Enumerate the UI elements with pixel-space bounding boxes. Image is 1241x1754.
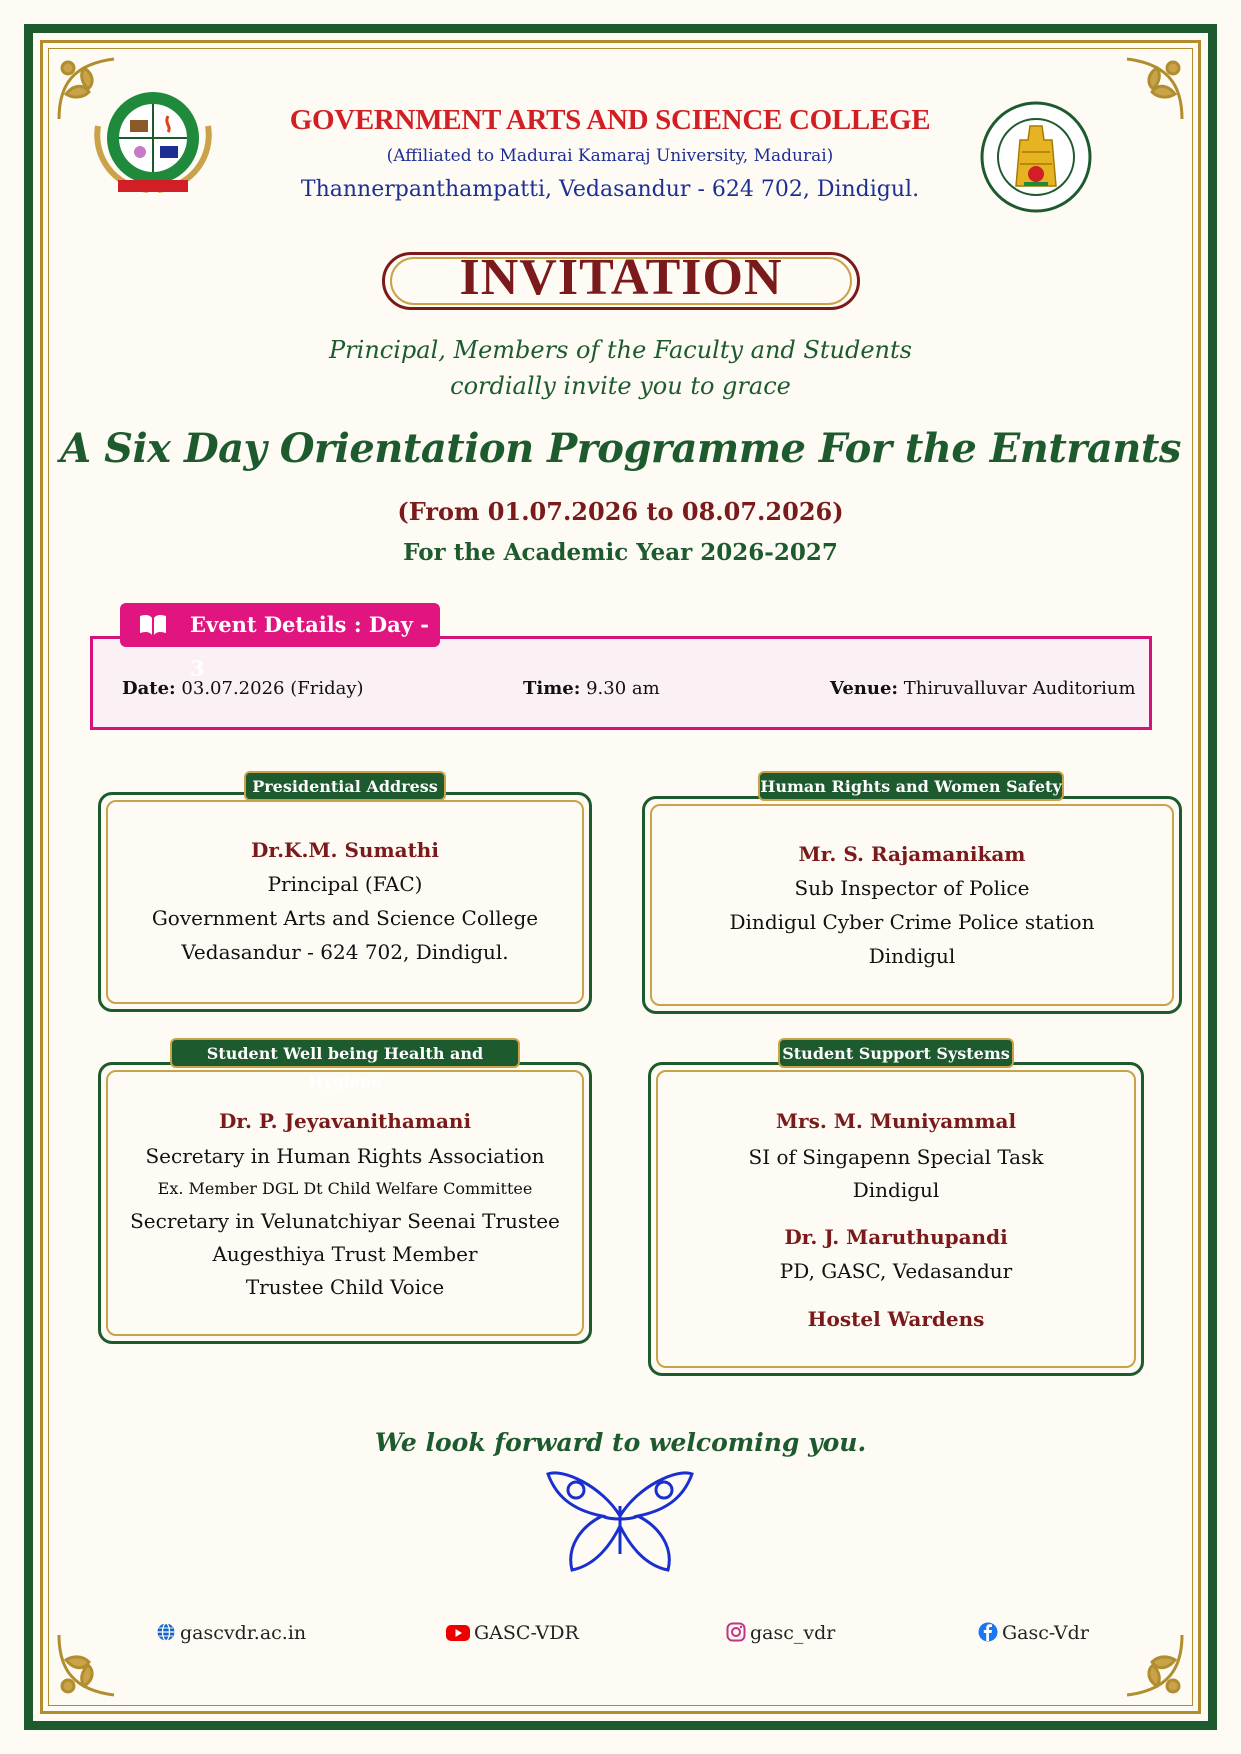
- instagram-icon: [726, 1622, 746, 1642]
- event-time-value: 9.30 am: [586, 678, 660, 699]
- college-address: Thannerpanthampatti, Vedasandur - 624 702, Dindigul.: [300, 177, 920, 202]
- youtube-icon: [446, 1624, 470, 1642]
- facebook-label: Gasc-Vdr: [1002, 1622, 1089, 1644]
- wellbeing-line-2: Ex. Member DGL Dt Child Welfare Committee: [157, 1179, 533, 1198]
- corner-ornament-icon: [1117, 1630, 1187, 1700]
- facebook-link[interactable]: [978, 1622, 1089, 1644]
- invitation-heading: INVITATION: [459, 249, 783, 306]
- wellbeing-line-3: Secretary in Velunatchiyar Seenai Trustee: [130, 1209, 560, 1233]
- support-tag: Student Support Systems: [778, 1038, 1014, 1068]
- human-rights-line-1: Sub Inspector of Police: [794, 876, 1030, 900]
- instagram-link[interactable]: [726, 1622, 835, 1644]
- wellbeing-content: [110, 1109, 580, 1308]
- presidential-name: Dr.K.M. Sumathi: [251, 838, 439, 862]
- event-time-label: Time:: [523, 678, 581, 699]
- presidential-line-1: Principal (FAC): [267, 872, 423, 896]
- globe-icon: [156, 1622, 176, 1642]
- corner-ornament-icon: [54, 1630, 124, 1700]
- wellbeing-line-5: Trustee Child Voice: [245, 1275, 445, 1299]
- academic-year: For the Academic Year 2026-2027: [403, 539, 838, 566]
- event-time: [523, 678, 660, 699]
- human-rights-tag: Human Rights and Women Safety: [758, 771, 1064, 801]
- college-logo-icon: [88, 86, 218, 196]
- event-date: [122, 678, 364, 699]
- programme-title: A Six Day Orientation Programme For the Entrants: [60, 425, 1181, 472]
- support-line-1: SI of Singapenn Special Task: [748, 1145, 1044, 1169]
- college-name: GOVERNMENT ARTS AND SCIENCE COLLEGE: [289, 104, 931, 136]
- event-date-value: 03.07.2026 (Friday): [181, 678, 364, 699]
- wellbeing-line-1: Secretary in Human Rights Association: [145, 1144, 545, 1168]
- tamilnadu-emblem-icon: [980, 100, 1092, 214]
- intro-line-2: cordially invite you to grace: [450, 372, 791, 400]
- support-name-3: Hostel Wardens: [807, 1307, 985, 1331]
- wellbeing-line-4: Augesthiya Trust Member: [212, 1242, 478, 1266]
- instagram-label: gasc_vdr: [750, 1622, 836, 1644]
- presidential-line-3: Vedasandur - 624 702, Dindigul.: [181, 940, 509, 964]
- event-venue-label: Venue:: [830, 678, 899, 699]
- butterfly-icon: [542, 1466, 698, 1574]
- support-name-2: Dr. J. Maruthupandi: [784, 1225, 1008, 1249]
- youtube-link[interactable]: [446, 1622, 579, 1644]
- support-line-2: Dindigul: [852, 1178, 940, 1202]
- facebook-icon: [978, 1622, 998, 1642]
- closing-message: We look forward to welcoming you.: [374, 1428, 867, 1457]
- event-details-tab: [120, 603, 440, 681]
- support-content: [660, 1109, 1132, 1341]
- human-rights-content: [654, 842, 1170, 978]
- wellbeing-tag: Student Well being Health and Hygiene: [170, 1038, 520, 1068]
- presidential-line-2: Government Arts and Science College: [151, 906, 539, 930]
- presidential-content: [110, 838, 580, 974]
- website-link[interactable]: [156, 1622, 306, 1644]
- human-rights-line-2: Dindigul Cyber Crime Police station: [729, 910, 1095, 934]
- book-icon: [138, 613, 168, 637]
- human-rights-line-3: Dindigul: [868, 944, 956, 968]
- event-venue: [830, 678, 1136, 699]
- intro-line-1: Principal, Members of the Faculty and Students: [329, 336, 912, 364]
- presidential-tag: Presidential Address: [244, 771, 446, 801]
- affiliation: (Affiliated to Madurai Kamaraj University, Madurai): [386, 146, 834, 166]
- corner-ornament-icon: [1117, 54, 1187, 124]
- youtube-label: GASC-VDR: [474, 1622, 579, 1644]
- website-label: gascvdr.ac.in: [180, 1622, 307, 1644]
- event-date-label: Date:: [122, 678, 176, 699]
- programme-dates: (From 01.07.2026 to 08.07.2026): [397, 497, 844, 526]
- human-rights-name: Mr. S. Rajamanikam: [798, 842, 1026, 866]
- event-details-label: Event Details : Day - 3: [190, 612, 429, 681]
- event-venue-value: Thiruvalluvar Auditorium: [903, 678, 1136, 699]
- support-name-1: Mrs. M. Muniyammal: [775, 1109, 1017, 1133]
- wellbeing-name: Dr. P. Jeyavanithamani: [218, 1109, 472, 1133]
- support-line-3: PD, GASC, Vedasandur: [779, 1259, 1013, 1283]
